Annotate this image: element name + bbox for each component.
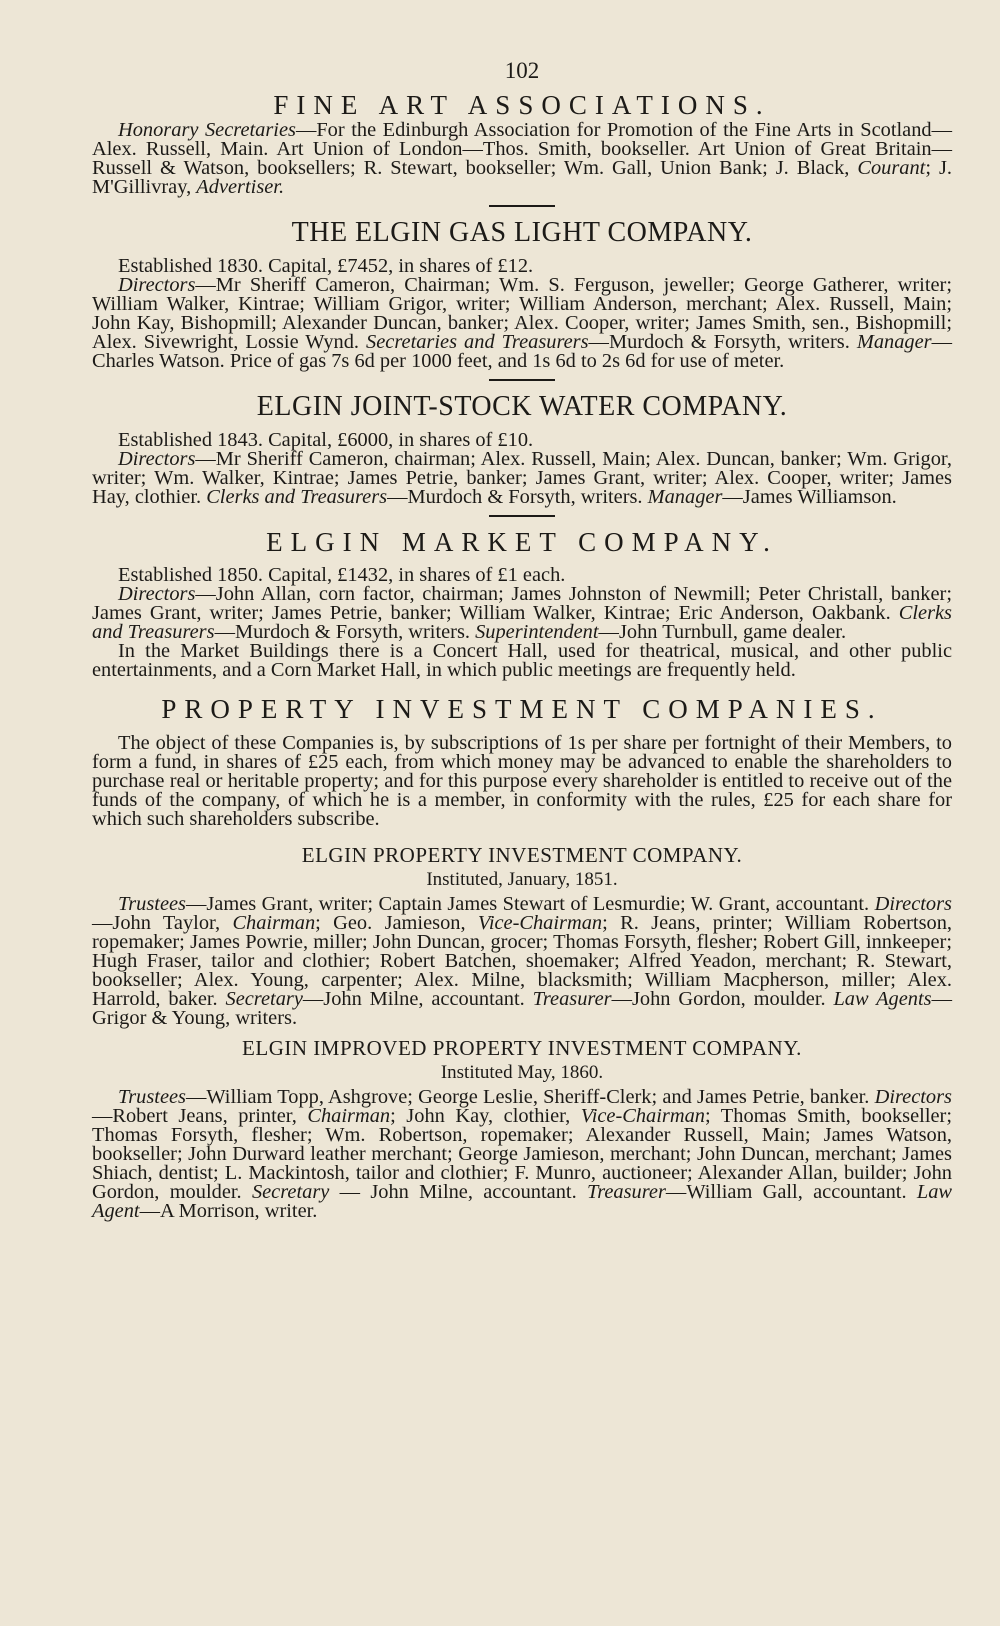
section-elgin-property — [92, 843, 952, 1028]
property-paragraph: The object of these Companies is, by subscriptions of 1s per share per fortnight of their Members, to form a fund, in shares of £25 each, from which money may be advanced to enable the shareholders to purchase real or heritable property; and for this purpose every shareholder is entitled to receive out of the funds of the company, of which he is a member, in conformity with the rules, £25 for each share for which such shareholders subscribe. — [92, 731, 952, 830]
elgin-property-trustees: Trustees—James Grant, writer; Captain James Stewart of Lesmurdie; W. Grant, accountant. Directors—John Taylor, Chairman; Geo. Jamieson, Vice-Chairman; R. Jeans, printer; William Robertson, ropemaker; James Powrie, miller; John Duncan, grocer; Thomas Forsyth, flesher; Robert Gill, innkeeper; Hugh Fraser, tailor and clothier; Robert Batchen, shoemaker; Alfred Yeadon, merchant; R. Stewart, bookseller; Alex. Young, carpenter; Alex. Milne, blacksmith; William Macpherson, miller; Alex. Harrold, baker. Secretary—John Milne, accountant. Treasurer—John Gordon, moulder. Law Agents—Grigor & Young, writers. — [92, 892, 952, 1029]
section-elgin-improved-property — [92, 1036, 952, 1221]
market-established: Established 1850. Capital, £1432, in shares of £1 each. — [118, 564, 566, 587]
section-title-elgin-property: ELGIN PROPERTY INVESTMENT COMPANY. — [301, 842, 743, 867]
water-directors: Directors—Mr Sheriff Cameron, chairman; Alex. Russell, Main; Alex. Duncan, banker; Wm. Grigor, writer; Wm. Walker, Kintrae; James Petrie, banker; James Grant, writer; Alex. Cooper, writer; James Hay, clothier. Clerks and Treasurers—Murdoch & Forsyth, writers. Manager—James Williamson. — [92, 448, 952, 509]
market-directors: Directors—John Allan, corn factor, chairman; James Johnston of Newmill; Peter Christall, banker; James Grant, writer; James Petrie, banker; William Walker, Kintrae; Eric Anderson, Oakbank. Clerks and Treasurers—Murdoch & Forsyth, writers. Superintendent—John Turnbull, game dealer. — [92, 583, 952, 644]
elgin-improved-trustees: Trustees—William Topp, Ashgrove; George Leslie, Sheriff-Clerk; and James Petrie, banker. Directors—Robert Jeans, printer, Chairman; John Kay, clothier, Vice-Chairman; Thomas Smith, bookseller; Thomas Forsyth, flesher; Wm. Robertson, ropemaker; Alexander Russell, Main; James Watson, bookseller; John Durward leather merchant; George Jamieson, merchant; John Duncan, merchant; James Shiach, dentist; L. Mackintosh, tailor and clothier; F. Munro, auctioneer; Alexander Allan, builder; John Gordon, moulder. Secretary — John Milne, accountant. Treasurer—William Gall, accountant. Law Agent—A Morrison, writer. — [92, 1085, 952, 1222]
section-market-company — [92, 527, 952, 680]
label-honorary-secretaries: Honorary Secretaries — [118, 119, 296, 142]
elgin-improved-instituted: Instituted May, 1860. — [440, 1061, 604, 1083]
section-title-fine-art: FINE ART ASSOCIATIONS. — [273, 90, 771, 120]
divider-rule — [489, 515, 555, 517]
page-number: 102 — [504, 58, 540, 83]
divider-rule — [489, 379, 555, 381]
section-water-company — [92, 391, 952, 507]
divider-rule — [489, 205, 555, 207]
market-note: In the Market Buildings there is a Concert Hall, used for theatrical, musical, and other public entertainments, and a Corn Market Hall, in which public meetings are frequently held. — [92, 640, 952, 682]
section-gas-company — [92, 217, 952, 371]
fine-art-paragraph: Honorary Secretaries—For the Edinburgh Association for Promotion of the Fine Arts in Scotland—Alex. Russell, Main. Art Union of London—Thos. Smith, bookseller. Art Union of Great Britain—Russell & Watson, booksellers; R. Stewart, bookseller; Wm. Gall, Union Bank; J. Black, Courant; J. M'Gillivray, Advertiser. — [92, 119, 953, 199]
section-title-elgin-improved: ELGIN IMPROVED PROPERTY INVESTMENT COMPANY. — [242, 1035, 802, 1060]
section-title-water: ELGIN JOINT-STOCK WATER COMPANY. — [256, 391, 788, 423]
gas-directors: Directors—Mr Sheriff Cameron, Chairman; Wm. S. Ferguson, jeweller; George Gatherer, writer; William Walker, Kintrae; William Grigor, writer; William Anderson, merchant; Alex. Russell, Main; John Kay, Bishopmill; Alexander Duncan, banker; Alex. Cooper, writer; James Smith, sen., Bishopmill; Alex. Sivewright, Lossie Wynd. Secretaries and Treasurers—Murdoch & Forsyth, writers. Manager—Charles Watson. Price of gas 7s 6d per 1000 feet, and 1s 6d to 2s 6d for use of meter. — [92, 274, 952, 373]
gas-established: Established 1830. Capital, £7452, in shares of £12. — [118, 255, 534, 278]
section-title-gas: THE ELGIN GAS LIGHT COMPANY. — [291, 217, 753, 249]
elgin-property-instituted: Instituted, January, 1851. — [426, 868, 618, 890]
section-title-market: ELGIN MARKET COMPANY. — [266, 527, 778, 558]
water-established: Established 1843. Capital, £6000, in shares of £10. — [118, 429, 534, 452]
section-fine-art — [92, 90, 952, 197]
section-property-investment — [92, 694, 952, 828]
section-title-property: PROPERTY INVESTMENT COMPANIES. — [161, 694, 883, 725]
